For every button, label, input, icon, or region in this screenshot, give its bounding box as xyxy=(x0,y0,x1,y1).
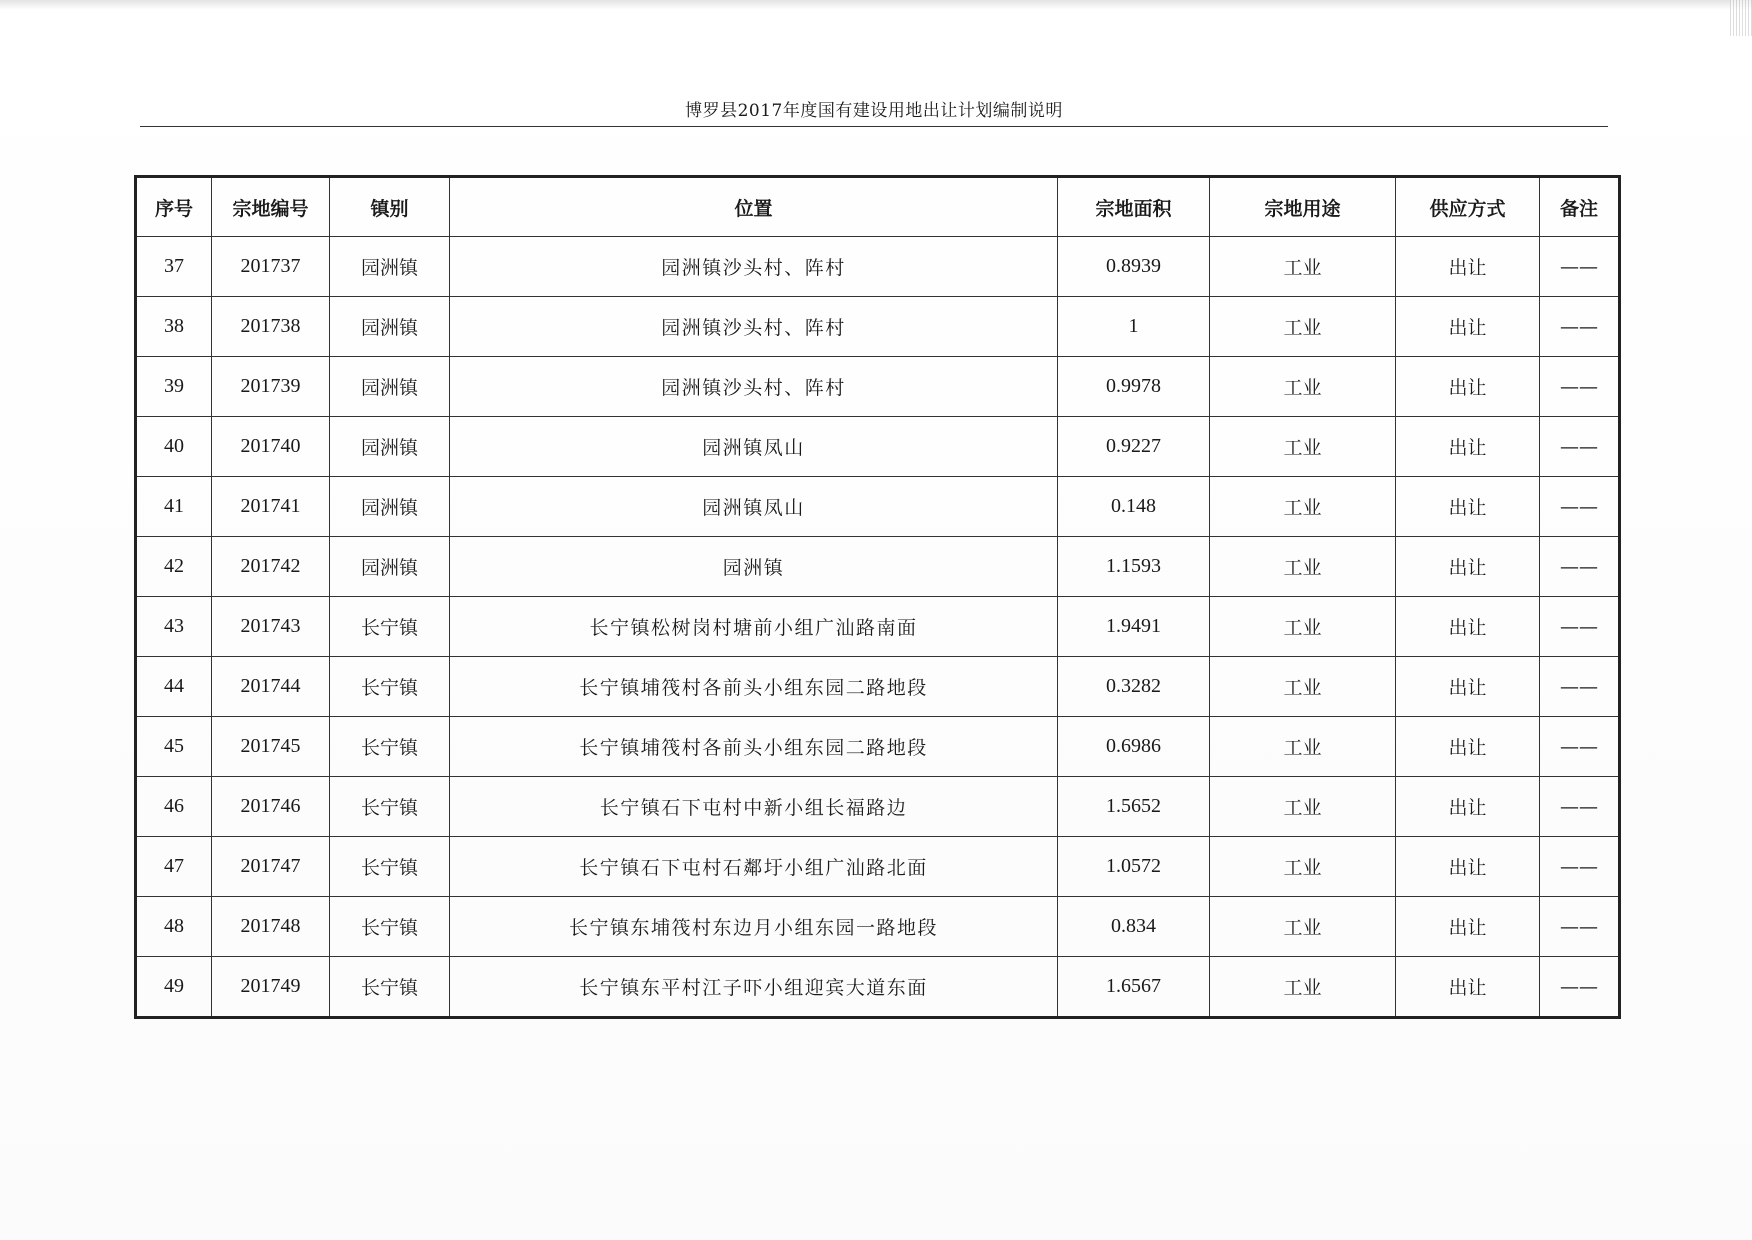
table-row xyxy=(136,777,1620,837)
parcel-id-cell: 201740 xyxy=(212,417,330,477)
location-cell: 长宁镇东平村江子吓小组迎宾大道东面 xyxy=(450,957,1058,1018)
use-cell: 工业 xyxy=(1210,477,1396,537)
remark-cell: —— xyxy=(1540,597,1620,657)
scan-edge xyxy=(0,0,1752,10)
index-cell: 45 xyxy=(136,717,212,777)
table-row xyxy=(136,657,1620,717)
remark-cell: —— xyxy=(1540,297,1620,357)
parcel-id-cell: 201739 xyxy=(212,357,330,417)
header-rule xyxy=(140,126,1608,127)
col-header-town: 镇别 xyxy=(330,177,450,237)
parcel-id-cell: 201745 xyxy=(212,717,330,777)
supply-cell: 出让 xyxy=(1396,597,1540,657)
area-cell: 0.6986 xyxy=(1058,717,1210,777)
supply-cell: 出让 xyxy=(1396,477,1540,537)
area-cell: 0.834 xyxy=(1058,897,1210,957)
location-cell: 长宁镇石下屯村中新小组长福路边 xyxy=(450,777,1058,837)
parcel-id-cell: 201748 xyxy=(212,897,330,957)
index-cell: 42 xyxy=(136,537,212,597)
parcel-id-cell: 201741 xyxy=(212,477,330,537)
land-plan-table xyxy=(134,175,1621,1019)
parcel-id-cell: 201746 xyxy=(212,777,330,837)
remark-cell: —— xyxy=(1540,357,1620,417)
location-cell: 园洲镇凤山 xyxy=(450,477,1058,537)
index-cell: 48 xyxy=(136,897,212,957)
remark-cell: —— xyxy=(1540,417,1620,477)
town-cell: 长宁镇 xyxy=(330,657,450,717)
use-cell: 工业 xyxy=(1210,837,1396,897)
table-row xyxy=(136,717,1620,777)
table-row xyxy=(136,237,1620,297)
index-cell: 44 xyxy=(136,657,212,717)
use-cell: 工业 xyxy=(1210,417,1396,477)
parcel-id-cell: 201737 xyxy=(212,237,330,297)
land-plan-table-container xyxy=(134,175,1618,1019)
table-row xyxy=(136,957,1620,1018)
town-cell: 长宁镇 xyxy=(330,957,450,1018)
use-cell: 工业 xyxy=(1210,717,1396,777)
remark-cell: —— xyxy=(1540,537,1620,597)
town-cell: 园洲镇 xyxy=(330,357,450,417)
index-cell: 38 xyxy=(136,297,212,357)
scan-edge-mark xyxy=(1730,0,1752,36)
remark-cell: —— xyxy=(1540,657,1620,717)
location-cell: 园洲镇沙头村、阵村 xyxy=(450,297,1058,357)
use-cell: 工业 xyxy=(1210,597,1396,657)
town-cell: 园洲镇 xyxy=(330,417,450,477)
area-cell: 1.1593 xyxy=(1058,537,1210,597)
use-cell: 工业 xyxy=(1210,537,1396,597)
town-cell: 长宁镇 xyxy=(330,597,450,657)
town-cell: 长宁镇 xyxy=(330,717,450,777)
index-cell: 37 xyxy=(136,237,212,297)
supply-cell: 出让 xyxy=(1396,657,1540,717)
table-row xyxy=(136,477,1620,537)
area-cell: 1.5652 xyxy=(1058,777,1210,837)
col-header-location: 位置 xyxy=(450,177,1058,237)
table-row xyxy=(136,837,1620,897)
supply-cell: 出让 xyxy=(1396,957,1540,1018)
supply-cell: 出让 xyxy=(1396,837,1540,897)
table-row xyxy=(136,417,1620,477)
supply-cell: 出让 xyxy=(1396,537,1540,597)
table-row xyxy=(136,297,1620,357)
parcel-id-cell: 201738 xyxy=(212,297,330,357)
parcel-id-cell: 201749 xyxy=(212,957,330,1018)
area-cell: 0.3282 xyxy=(1058,657,1210,717)
location-cell: 园洲镇凤山 xyxy=(450,417,1058,477)
town-cell: 长宁镇 xyxy=(330,897,450,957)
area-cell: 0.9227 xyxy=(1058,417,1210,477)
supply-cell: 出让 xyxy=(1396,897,1540,957)
town-cell: 长宁镇 xyxy=(330,837,450,897)
area-cell: 1.0572 xyxy=(1058,837,1210,897)
location-cell: 长宁镇埔筏村各前头小组东园二路地段 xyxy=(450,657,1058,717)
use-cell: 工业 xyxy=(1210,237,1396,297)
use-cell: 工业 xyxy=(1210,777,1396,837)
remark-cell: —— xyxy=(1540,477,1620,537)
remark-cell: —— xyxy=(1540,837,1620,897)
town-cell: 园洲镇 xyxy=(330,237,450,297)
col-header-parcel-id: 宗地编号 xyxy=(212,177,330,237)
area-cell: 1.6567 xyxy=(1058,957,1210,1018)
supply-cell: 出让 xyxy=(1396,777,1540,837)
col-header-supply: 供应方式 xyxy=(1396,177,1540,237)
supply-cell: 出让 xyxy=(1396,717,1540,777)
parcel-id-cell: 201743 xyxy=(212,597,330,657)
supply-cell: 出让 xyxy=(1396,417,1540,477)
index-cell: 39 xyxy=(136,357,212,417)
table-row xyxy=(136,357,1620,417)
supply-cell: 出让 xyxy=(1396,237,1540,297)
parcel-id-cell: 201747 xyxy=(212,837,330,897)
remark-cell: —— xyxy=(1540,957,1620,1018)
location-cell: 长宁镇石下屯村石鄰圩小组广汕路北面 xyxy=(450,837,1058,897)
table-row xyxy=(136,537,1620,597)
use-cell: 工业 xyxy=(1210,897,1396,957)
use-cell: 工业 xyxy=(1210,957,1396,1018)
supply-cell: 出让 xyxy=(1396,357,1540,417)
town-cell: 长宁镇 xyxy=(330,777,450,837)
table-row xyxy=(136,897,1620,957)
index-cell: 47 xyxy=(136,837,212,897)
remark-cell: —— xyxy=(1540,237,1620,297)
page-header-title: 博罗县2017年度国有建设用地出让计划编制说明 xyxy=(685,101,1063,121)
table-body xyxy=(136,237,1620,1018)
index-cell: 46 xyxy=(136,777,212,837)
index-cell: 41 xyxy=(136,477,212,537)
town-cell: 园洲镇 xyxy=(330,477,450,537)
parcel-id-cell: 201744 xyxy=(212,657,330,717)
col-header-remark: 备注 xyxy=(1540,177,1620,237)
location-cell: 长宁镇松树岗村塘前小组广汕路南面 xyxy=(450,597,1058,657)
town-cell: 园洲镇 xyxy=(330,297,450,357)
remark-cell: —— xyxy=(1540,717,1620,777)
area-cell: 0.8939 xyxy=(1058,237,1210,297)
remark-cell: —— xyxy=(1540,897,1620,957)
col-header-index: 序号 xyxy=(136,177,212,237)
location-cell: 园洲镇沙头村、阵村 xyxy=(450,357,1058,417)
use-cell: 工业 xyxy=(1210,357,1396,417)
location-cell: 长宁镇东埔筏村东边月小组东园一路地段 xyxy=(450,897,1058,957)
index-cell: 49 xyxy=(136,957,212,1018)
area-cell: 1 xyxy=(1058,297,1210,357)
supply-cell: 出让 xyxy=(1396,297,1540,357)
use-cell: 工业 xyxy=(1210,297,1396,357)
col-header-use: 宗地用途 xyxy=(1210,177,1396,237)
location-cell: 园洲镇沙头村、阵村 xyxy=(450,237,1058,297)
use-cell: 工业 xyxy=(1210,657,1396,717)
area-cell: 0.148 xyxy=(1058,477,1210,537)
area-cell: 1.9491 xyxy=(1058,597,1210,657)
parcel-id-cell: 201742 xyxy=(212,537,330,597)
remark-cell: —— xyxy=(1540,777,1620,837)
table-row xyxy=(136,597,1620,657)
location-cell: 长宁镇埔筏村各前头小组东园二路地段 xyxy=(450,717,1058,777)
index-cell: 40 xyxy=(136,417,212,477)
town-cell: 园洲镇 xyxy=(330,537,450,597)
index-cell: 43 xyxy=(136,597,212,657)
area-cell: 0.9978 xyxy=(1058,357,1210,417)
table-header-row xyxy=(136,177,1620,237)
location-cell: 园洲镇 xyxy=(450,537,1058,597)
col-header-area: 宗地面积 xyxy=(1058,177,1210,237)
